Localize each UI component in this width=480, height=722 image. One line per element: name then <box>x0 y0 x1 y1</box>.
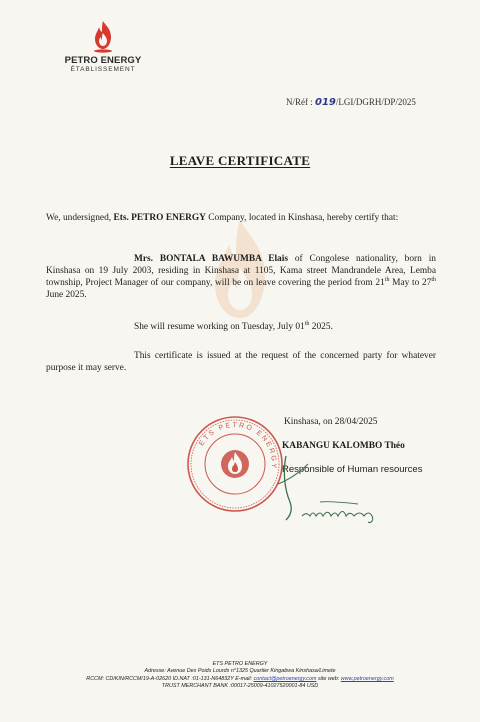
reference-handwritten-number: 019 <box>315 97 336 108</box>
reference-number <box>286 97 416 108</box>
purpose-paragraph: This certificate is issued at the request of the concerned party for whatever purpose it may serve. <box>46 351 436 373</box>
footer-website-link[interactable]: www.petroenergy.com <box>340 675 394 682</box>
footer-registration: RCCM: CD/KIN/RCCM/19-A-02620 ID.NAT :01-131-N64832Y E-mail: contact@petroenergy.com site web: www.petroenergy.com <box>86 675 394 682</box>
footer-address: Adresse: Avenue Des Poids Lourds n°1325 Quartier Kingabwa Kinshasa/Limete <box>144 668 336 675</box>
resume-paragraph: She will resume working on Tuesday, July 01th 2025. <box>134 320 333 332</box>
reference-prefix: N/Réf : <box>286 97 313 107</box>
footer-company: ETS PETRO ENERGY <box>212 661 268 667</box>
footer-email-link[interactable]: contact@petroenergy.com <box>253 675 317 682</box>
stamp-ring-text: ETS PETRO ENERGY <box>198 421 278 471</box>
document-title: LEAVE CERTIFICATE <box>169 153 311 168</box>
company-name: Ets. PETRO ENERGY <box>113 213 206 223</box>
letterhead-footer <box>0 661 480 691</box>
signatory-name: KABANGU KALOMBO Théo <box>282 441 405 451</box>
footer-bank: TRUST MERCHANT BANK :00017-25009-41027520001-84 USD <box>161 683 319 690</box>
logo-subtitle: ÉTABLISSEMENT <box>70 66 136 73</box>
reference-code: /LGI/DGRH/DP/2025 <box>335 97 416 107</box>
company-logo <box>58 20 148 73</box>
handwritten-signature <box>268 450 398 530</box>
signatory-role: Responsible of Human resources <box>282 464 423 475</box>
employee-name: Mrs. BONTALA BAWUMBA Elais <box>134 254 289 264</box>
intro-paragraph: We, undersigned, Ets. PETRO ENERGY Company, located in Kinshasa, hereby certify that: <box>46 213 399 223</box>
flame-logo-icon <box>88 20 118 54</box>
place-and-date: Kinshasa, on 28/04/2025 <box>284 417 378 427</box>
employee-paragraph: Mrs. BONTALA BAWUMBA Elais of Congolese nationality, born in Kinshasa on 19 July 2003, residing in Kinshasa at 1105, Kama street Mandrandele Area, Lemba township, Project Manager of our company, will be on leave covering the period from 21th May to 27th June 2025. <box>46 254 436 300</box>
logo-company-name: PETRO ENERGY <box>64 55 142 66</box>
